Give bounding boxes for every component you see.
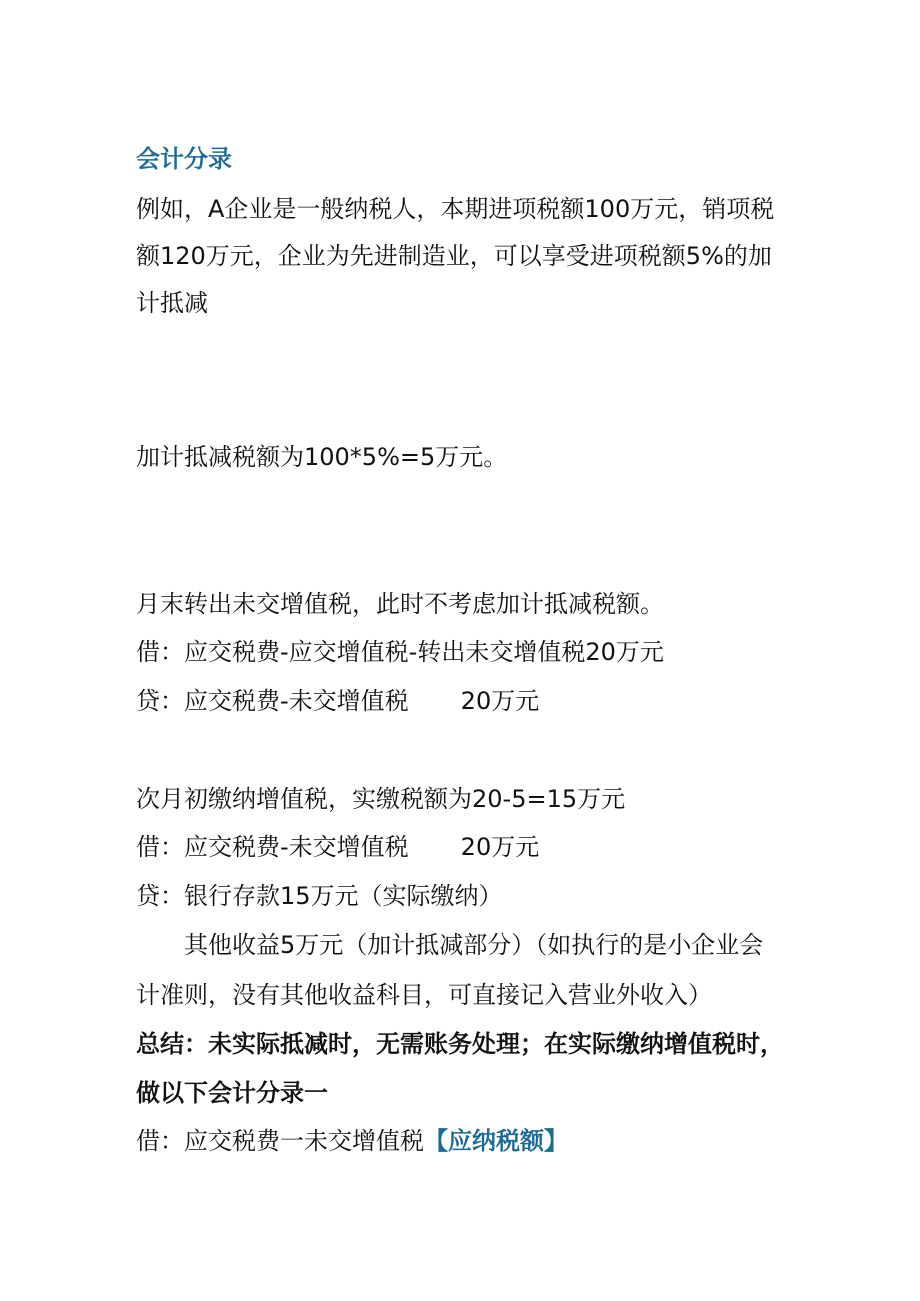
- example-line-1: 例如，A企业是一般纳税人，本期进项税额100万元，销项税: [136, 195, 775, 223]
- final-entry: [136, 1124, 568, 1158]
- example-line-2: 额120万元，企业为先进制造业，可以享受进项税额5%的加: [136, 242, 772, 270]
- next-month-title: 次月初缴纳增值税，实缴税额为20-5=15万元: [136, 785, 626, 813]
- deduction-calc: 加计抵减税额为100*5%=5万元。: [136, 443, 508, 471]
- next-month-credit: 贷：银行存款15万元（实际缴纳）: [136, 882, 503, 910]
- final-entry-highlight: 【应纳税额】: [424, 1127, 568, 1155]
- next-month-debit-account: 借：应交税费-未交增值税: [136, 833, 409, 861]
- summary-line-2: 做以下会计分录一: [136, 1079, 328, 1107]
- other-income-line-1: 其他收益5万元（加计抵减部分）（如执行的是小企业会: [184, 931, 764, 959]
- final-entry-text: 借：应交税费一未交增值税: [136, 1127, 424, 1155]
- month-end-credit: [136, 684, 539, 718]
- summary-line-1: 总结：未实际抵减时，无需账务处理；在实际缴纳增值税时，: [136, 1030, 784, 1058]
- month-end-debit: 借：应交税费-应交增值税-转出未交增值税20万元: [136, 638, 664, 666]
- month-end-credit-account: 贷：应交税费-未交增值税: [136, 687, 409, 715]
- month-end-credit-amount: 20万元: [460, 687, 540, 715]
- month-end-title: 月末转出未交增值税，此时不考虑加计抵减税额。: [136, 590, 664, 618]
- other-income-line-2: 计准则，没有其他收益科目，可直接记入营业外收入）: [136, 981, 712, 1009]
- next-month-debit-amount: 20万元: [460, 833, 540, 861]
- section-heading: 会计分录: [136, 145, 232, 173]
- next-month-debit: [136, 830, 539, 864]
- example-line-3: 计抵减: [136, 289, 208, 317]
